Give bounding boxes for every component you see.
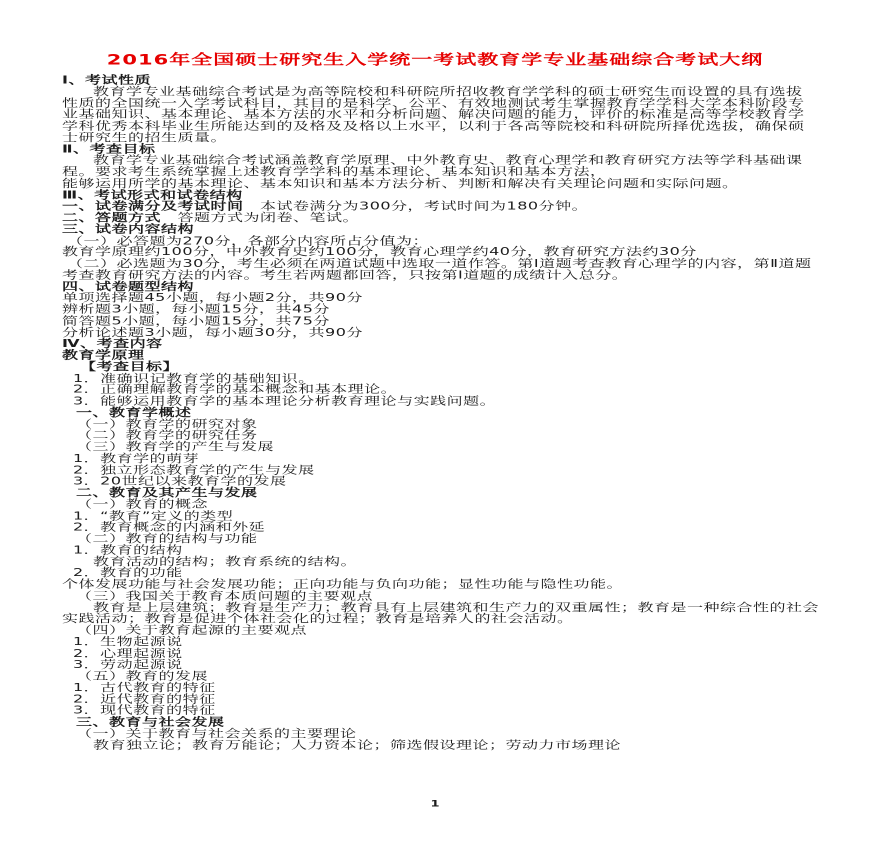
doc-text: 个体发展功能与社会发展功能；正向功能与负向功能；显性功能与隐性功能。 [62,577,624,591]
doc-text-bold: 二、教育及其产生与发展 [76,485,258,499]
doc-text: 教育学专业基础综合考试涵盖教育学原理、中外教育史、教育心理学和教育研究方法等学科基础课 [93,153,803,167]
doc-line [62,338,860,349]
doc-text: 1．教育学的萌芽 [73,451,200,465]
doc-text: 业基础知识、基本理论、基本方法的水平和分析问题、解决问题的能力，评价的标准是高等学校教育学 [62,107,805,121]
doc-text: 3．能够运用教育学的基本理论分析教育理论与实践问题。 [73,394,497,408]
doc-line [73,648,860,659]
doc-line [93,739,860,750]
doc-text: 简答题5小题，每小题15分，共75分 [62,313,330,327]
doc-text: 3．现代教育的特征 [73,703,216,717]
doc-text: 2．教育概念的内涵和外延 [73,520,266,534]
doc-text-bold: 一、教育学概述 [76,405,192,419]
doc-text-bold: 三、教育与社会发展 [76,714,225,728]
doc-text: 1．教育的结构 [73,543,183,557]
doc-text-bold: 二、答题方式 [62,210,162,224]
doc-text: 1．生物起源说 [73,634,183,648]
doc-text: （二）教育的结构与功能 [76,531,258,545]
doc-text-bold: Ⅱ、考查目标 [62,141,156,155]
doc-line [62,327,860,338]
doc-text: 性质的全国统一入学考试科目，其目的是科学、公平、有效地测试考生掌握教育学学科大学本科阶段专 [62,96,805,110]
doc-text: 3．20世纪以来教育学的发展 [73,474,287,488]
doc-text: 教育学原理约100分，中外教育史约100分，教育心理学约40分，教育研究方法约30分 [62,245,697,259]
doc-line [62,350,860,361]
doc-text: 教育独立论；教育万能论；人力资本论；筛选假设理论；劳动力市场理论 [93,737,622,751]
document-body [0,75,870,751]
doc-text: （一）教育学的研究对象 [76,417,258,431]
doc-text: 学科优秀本科毕业生所能达到的及格及及格以上水平，以利于各高等院校和科研院所择优选拔，确保硕 [62,119,805,133]
doc-text: 程。要求考生系统掌握上述教育学学科的基本理论、基本知识和基本方法， [62,164,607,178]
page-title: 2016年全国硕士研究生入学统一考试教育学专业基础综合考试大纲 [106,51,764,68]
doc-text: （四）关于教育起源的主要观点 [76,623,308,637]
doc-text: 实践活动；教育是促进个体社会化的过程；教育是培养人的社会活动。 [62,611,574,625]
doc-text: 2．独立形态教育学的产生与发展 [73,462,315,476]
doc-line [93,556,860,567]
doc-text: 分析论述题3小题，每小题30分，共90分 [62,325,363,339]
doc-text: （一）教育的概念 [76,497,209,511]
doc-text: 教育活动的结构；教育系统的结构。 [93,554,358,568]
doc-text-bold: 三、试卷内容结构 [62,222,195,236]
doc-text: （一）必答题为270分，各部分内容所占分值为： [67,233,430,247]
doc-line [73,636,860,647]
doc-text: 士研究生的招生质量。 [62,130,228,144]
doc-text: （三）教育学的产生与发展 [76,439,275,453]
doc-text: 1．“教育”定义的类型 [73,508,234,522]
doc-text: 单项选择题45小题，每小题2分，共90分 [62,290,363,304]
doc-text: （二）教育学的研究任务 [76,428,258,442]
doc-text-bold: Ⅳ、考查内容 [62,336,163,350]
doc-text-bold: Ⅲ、考试形式和试卷结构 [62,187,243,201]
doc-text: （二）必选题为30分，考生必须在两道试题中选取一道作答。第I道题考查教育心理学的内容，第Ⅱ道题 [67,256,812,270]
doc-text: 考查教育研究方法的内容。考生若两题都回答，只按第I道题的成绩计入总分。 [62,268,629,282]
doc-text: 2．心理起源说 [73,646,183,660]
doc-text-bold: 【考查目标】 [80,359,180,373]
doc-text: 3．劳动起源说 [73,657,183,671]
doc-text: 1．准确识记教育学的基础知识。 [73,371,315,385]
doc-text-bold: 四、试卷题型结构 [62,279,195,293]
doc-text: 1．古代教育的特征 [73,680,216,694]
doc-text: 能够运用所学的基本理论、基本知识和基本方法分析、判断和解决有关理论问题和实际问题。 [62,176,739,190]
doc-line [76,533,860,544]
doc-text: 答题方式为闭卷、笔试。 [161,210,360,224]
doc-line [76,625,860,636]
doc-text: 2．近代教育的特征 [73,692,216,706]
doc-line [62,132,860,143]
doc-text: （五）教育的发展 [76,669,209,683]
page-number: 1 [430,799,440,810]
doc-text-bold: 一、试卷满分及考试时间 [62,199,244,213]
doc-text: 本试卷满分为300分，考试时间为180分钟。 [243,199,589,213]
doc-text: 2．正确理解教育学的基本概念和基本理论。 [73,382,398,396]
doc-text-bold: 教育学原理 [62,348,145,362]
doc-text: 教育学专业基础综合考试是为高等院校和科研院所招收教育学学科的硕士研究生而设置的具有选拔 [93,84,803,98]
doc-text: 辨析题3小题，每小题15分，共45分 [62,302,330,316]
doc-text: （一）关于教育与社会关系的主要理论 [76,726,357,740]
doc-text: （三）我国关于教育本质问题的主要观点 [76,588,374,602]
doc-text: 教育是上层建筑；教育是生产力；教育具有上层建筑和生产力的双重属性；教育是一种综合性的社会 [93,600,820,614]
doc-text: 2．教育的功能 [73,566,183,580]
doc-text-bold: Ⅰ、考试性质 [62,73,151,87]
